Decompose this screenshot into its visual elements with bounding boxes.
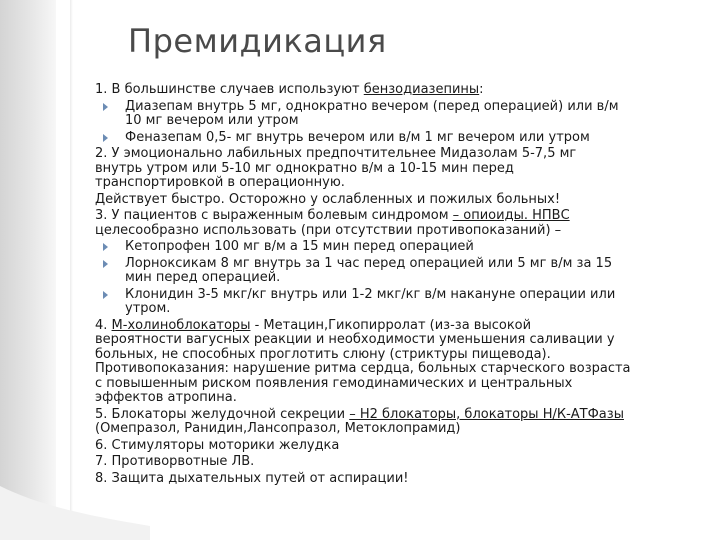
item-3 bbox=[95, 209, 707, 238]
item-1-link[interactable]: бензодиазепины bbox=[363, 82, 480, 97]
left-decorative-bar bbox=[0, 0, 56, 540]
item-2 bbox=[95, 147, 707, 191]
item-3-link[interactable]: – опиоиды. НПВС bbox=[452, 208, 570, 223]
bullet-lornoxicam bbox=[95, 257, 707, 286]
bullet-text: Клонидин 3-5 мкг/кг внутрь или 1-2 мкг/кг в/м накануне операции или bbox=[125, 286, 616, 302]
item-2-line: транспортировкой в операционную. bbox=[95, 175, 345, 190]
item-5-link[interactable]: – Н2 блокаторы, блокаторы Н/К-АТФазы bbox=[349, 406, 624, 422]
item-2-warning: Действует быстро. Осторожно у ослабленных и пожилых больных! bbox=[95, 191, 561, 207]
corner-decoration bbox=[0, 486, 150, 540]
item-1-text: 1. В большинстве случаев используют bbox=[95, 82, 364, 97]
item-4-line: Противопоказания: нарушение ритма сердца, больных старческого возраста bbox=[95, 361, 631, 376]
bullet-arrow-icon bbox=[103, 103, 108, 111]
item-2-line: внутрь утром или 5-10 мг однократно в/м а 10-15 мин перед bbox=[95, 160, 514, 176]
bullet-phenazepam bbox=[95, 131, 707, 146]
item-4 bbox=[95, 319, 707, 406]
item-3-text: 3. У пациентов с выраженным болевым синдромом bbox=[95, 208, 453, 223]
slide-body bbox=[95, 83, 707, 488]
bullet-arrow-icon bbox=[103, 291, 108, 299]
bullet-diazepam bbox=[95, 100, 707, 129]
bullet-text: Диазепам внутрь 5 мг, однократно вечером (перед операцией) или в/м bbox=[125, 98, 619, 114]
bullet-text: мин перед операцией. bbox=[125, 270, 281, 285]
bullet-text: утром. bbox=[125, 301, 171, 316]
bullet-arrow-icon bbox=[103, 243, 108, 251]
item-4-line: больных, не способных проглотить слюну (стриктуры пищевода). bbox=[95, 346, 551, 362]
item-4-line: эффектов атропина. bbox=[95, 390, 237, 405]
item-5-text: 5. Блокаторы желудочной секреции bbox=[95, 406, 350, 422]
item-2-line: 2. У эмоционально лабильных предпочтительнее Мидазолам 5-7,5 мг bbox=[95, 146, 577, 161]
item-8: 8. Защита дыхательных путей от аспирации! bbox=[95, 470, 409, 486]
bullet-ketoprofen bbox=[95, 240, 707, 255]
bullet-clonidine bbox=[95, 288, 707, 317]
bullet-text: Кетопрофен 100 мг в/м а 15 мин перед операцией bbox=[125, 239, 474, 254]
bullet-text: 10 мг вечером или утром bbox=[125, 113, 299, 128]
item-5 bbox=[95, 408, 707, 437]
bullet-text: Лорноксикам 8 мг внутрь за 1 час перед операцией или 5 мг в/м за 15 bbox=[125, 255, 613, 271]
item-4-link[interactable]: М-холиноблокаторы bbox=[111, 317, 251, 333]
bullet-arrow-icon bbox=[103, 134, 108, 142]
item-7: 7. Противорвотные ЛВ. bbox=[95, 454, 255, 469]
left-bar-edge bbox=[70, 0, 73, 540]
item-6: 6. Стимуляторы моторики желудка bbox=[95, 437, 340, 453]
bullet-text: Феназепам 0,5- мг внутрь вечером или в/м 1 мг вечером или утром bbox=[125, 129, 590, 145]
slide-title: Премидикация bbox=[128, 22, 387, 60]
item-4-line: вероятности вагусных реакции и необходимости уменьшения саливации у bbox=[95, 332, 615, 347]
item-4-line: с повышенным риском появления гемодинамических и центральных bbox=[95, 375, 573, 391]
item-1 bbox=[95, 83, 707, 98]
item-4-number: 4. bbox=[95, 317, 112, 333]
bullet-arrow-icon bbox=[103, 260, 108, 268]
item-5-line: (Омепразол, Ранидин,Лансопразол, Метоклопрамид) bbox=[95, 421, 461, 436]
item-1-suffix: : bbox=[479, 82, 484, 97]
item-4-text: - Метацин,Гикопирролат (из-за высокой bbox=[250, 317, 532, 333]
item-3-line: целесообразно использовать (при отсутствии противопоказаний) – bbox=[95, 222, 562, 238]
